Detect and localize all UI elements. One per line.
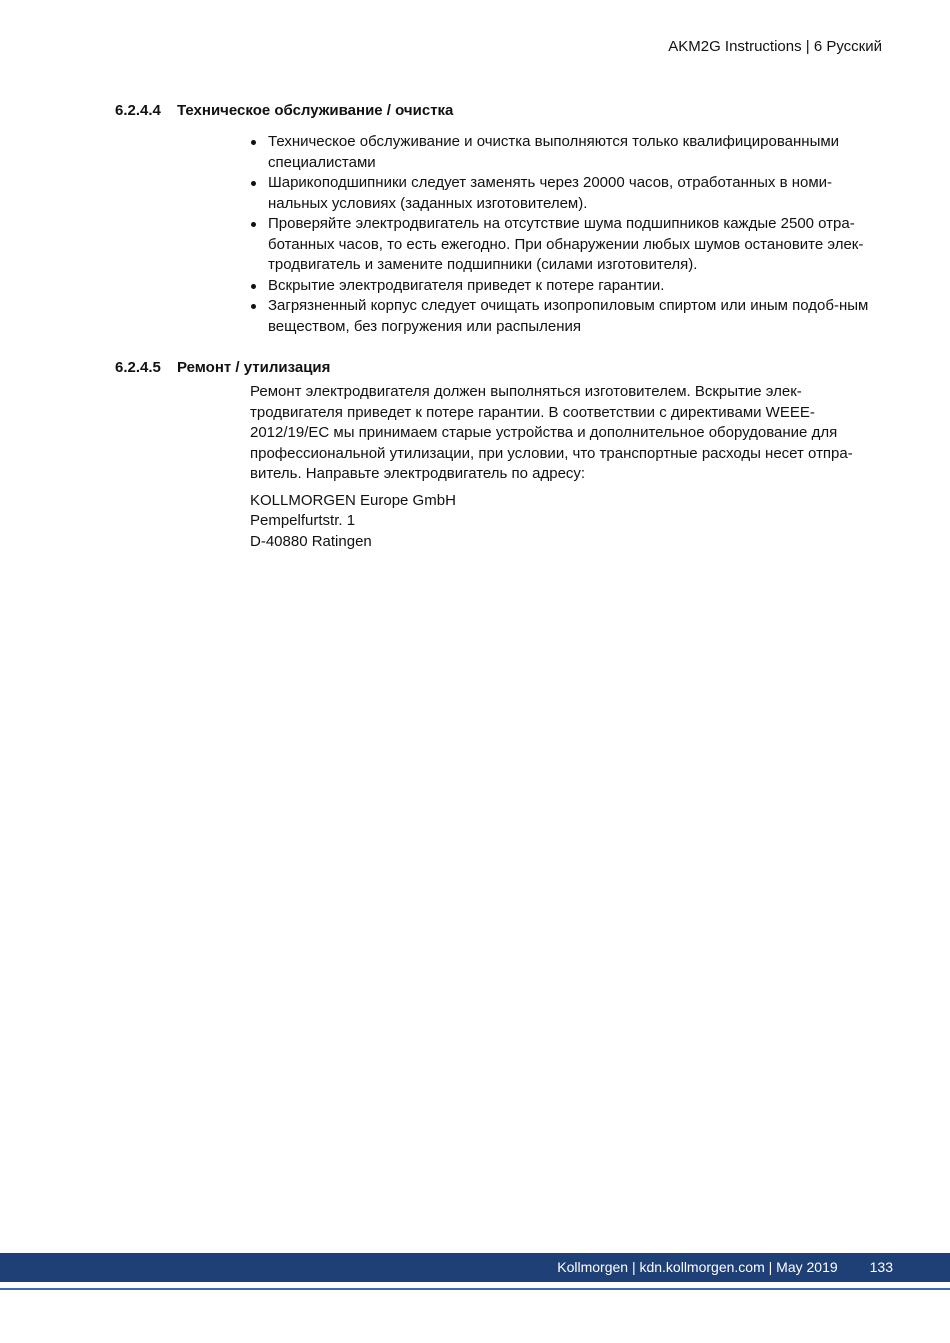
section-body: [250, 132, 890, 337]
page-header: AKM2G Instructions | 6 Русский: [668, 38, 882, 55]
section-heading: [115, 101, 890, 121]
repair-paragraph: Ремонт электродвигателя должен выполняться изготовителем. Вскрытие элек-тродвигателя приведет к потере гарантии. В соответствии с директивами WEEE-2012/19/EC мы принимаем старые устройства и дополнительное оборудование для профессиональной утилизации, при условии, что транспортные расходы несет отпра-витель. Направьте электродвигатель по адресу:: [250, 383, 853, 482]
address-city: D-40880 Ratingen: [250, 532, 372, 550]
section-body: [250, 382, 890, 552]
page-number: 133: [869, 1259, 893, 1275]
list-item: Вскрытие электродвигателя приведет к потере гарантии.: [250, 276, 890, 297]
section-repair: [115, 358, 890, 552]
list-item: Шарикоподшипники следует заменять через 20000 часов, отработанных в номи-нальных условиях (заданных изготовителем).: [250, 173, 890, 214]
bullet-list: [250, 132, 890, 337]
footer-bar: [0, 1253, 950, 1282]
section-title: Техническое обслуживание / очистка: [177, 102, 454, 119]
section-number: 6.2.4.4: [115, 102, 161, 119]
footer-rule: [0, 1288, 950, 1290]
address-company: KOLLMORGEN Europe GmbH: [250, 491, 456, 509]
section-title: Ремонт / утилизация: [177, 359, 331, 376]
address-block: [250, 491, 890, 553]
footer-content: [557, 1259, 893, 1276]
address-street: Pempelfurtstr. 1: [250, 512, 356, 529]
list-item: Техническое обслуживание и очистка выполняются только квалифицированными специалистами: [250, 132, 890, 173]
list-item: Загрязненный корпус следует очищать изопропиловым спиртом или иным подоб-ным веществом, без погружения или распыления: [250, 296, 890, 337]
section-number: 6.2.4.5: [115, 359, 161, 376]
section-heading: [115, 358, 890, 378]
footer-text: Kollmorgen | kdn.kollmorgen.com | May 2019: [557, 1259, 838, 1275]
section-maintenance: [115, 101, 890, 337]
list-item: Проверяйте электродвигатель на отсутствие шума подшипников каждые 2500 отра-ботанных часов, то есть ежегодно. При обнаружении любых шумов остановите элек-тродвигатель и замените подшипники (силами изготовителя).: [250, 214, 890, 276]
